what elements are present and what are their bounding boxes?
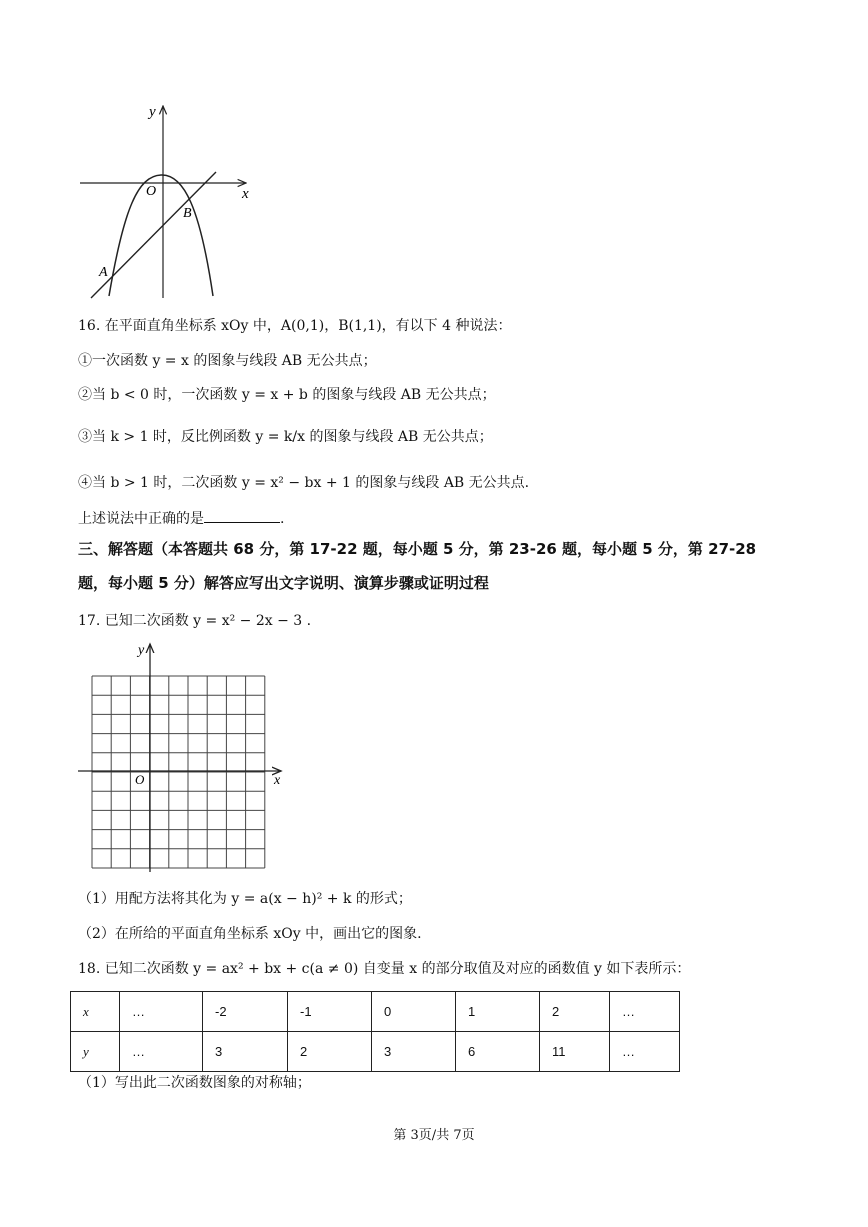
figure-16-graph [76, 98, 256, 303]
figure16-origin-label: O [146, 184, 157, 199]
table-cell: … [120, 992, 203, 1032]
figure16-point-a-label: A [99, 265, 108, 280]
q17-coordinate-grid [76, 638, 286, 874]
grid-origin-label: O [135, 772, 145, 787]
q18-part-1: （1）写出此二次函数图象的对称轴； [78, 1075, 311, 1091]
table-cell: … [120, 1032, 203, 1072]
table-row-x [71, 992, 680, 1032]
table-cell: 2 [288, 1032, 372, 1072]
table-cell: -2 [203, 992, 288, 1032]
figure16-point-b-label: B [183, 206, 192, 221]
table-cell: 2 [540, 992, 610, 1032]
table-cell: 6 [456, 1032, 540, 1072]
page-footer: 第 3页/共 7页 [393, 1128, 475, 1143]
q17-intro: 17. 已知二次函数 y = x² − 2x − 3 . [78, 613, 312, 629]
table-cell: 1 [456, 992, 540, 1032]
grid-x-label: x [274, 773, 281, 788]
q17-part-1: （1）用配方法将其化为 y = a(x − h)² + k 的形式； [78, 891, 412, 907]
q16-statement-3: ③当 k > 1 时，反比例函数 y = k/x 的图象与线段 AB 无公共点； [78, 429, 493, 445]
figure16-x-label: x [242, 186, 249, 202]
q16-question-text: 上述说法中正确的是 [78, 511, 204, 527]
section-3-heading-line1: 三、解答题（本答题共 68 分，第 17-22 题，每小题 5 分，第 23-26 题，每小题 5 分，第 27-28 [78, 540, 757, 558]
table-cell: … [610, 1032, 680, 1072]
answer-blank[interactable] [204, 508, 280, 523]
q16-statement-4: ④当 b > 1 时，二次函数 y = x² − bx + 1 的图象与线段 AB 无公共点. [78, 475, 530, 491]
grid-y-label: y [138, 643, 145, 658]
q16-statement-2: ②当 b < 0 时，一次函数 y = x + b 的图象与线段 AB 无公共点； [78, 387, 496, 403]
q18-values-table [70, 991, 680, 1072]
q16-intro: 16. 在平面直角坐标系 xOy 中，A(0,1)，B(1,1)，有以下 4 种说法： [78, 318, 512, 334]
q16-statement-1: ①一次函数 y = x 的图象与线段 AB 无公共点； [78, 353, 377, 369]
table-cell: y [71, 1032, 120, 1072]
table-cell: 0 [372, 992, 456, 1032]
table-cell: 11 [540, 1032, 610, 1072]
q17-part-2: （2）在所给的平面直角坐标系 xOy 中，画出它的图象. [78, 926, 422, 942]
figure16-y-label: y [149, 104, 156, 120]
table-cell: -1 [288, 992, 372, 1032]
section-3-heading-line2: 题，每小题 5 分）解答应写出文字说明、演算步骤或证明过程 [78, 574, 489, 592]
table-cell: … [610, 992, 680, 1032]
q16-question-end: . [280, 511, 285, 527]
q16-question [78, 508, 284, 529]
table-cell: 3 [203, 1032, 288, 1072]
grid-lines [92, 676, 265, 868]
q18-intro: 18. 已知二次函数 y = ax² + bx + c(a ≠ 0) 自变量 x 的部分取值及对应的函数值 y 如下表所示： [78, 961, 691, 977]
table-row-y [71, 1032, 680, 1072]
parabola-curve [109, 175, 213, 296]
table-cell: 3 [372, 1032, 456, 1072]
table-cell: x [71, 992, 120, 1032]
